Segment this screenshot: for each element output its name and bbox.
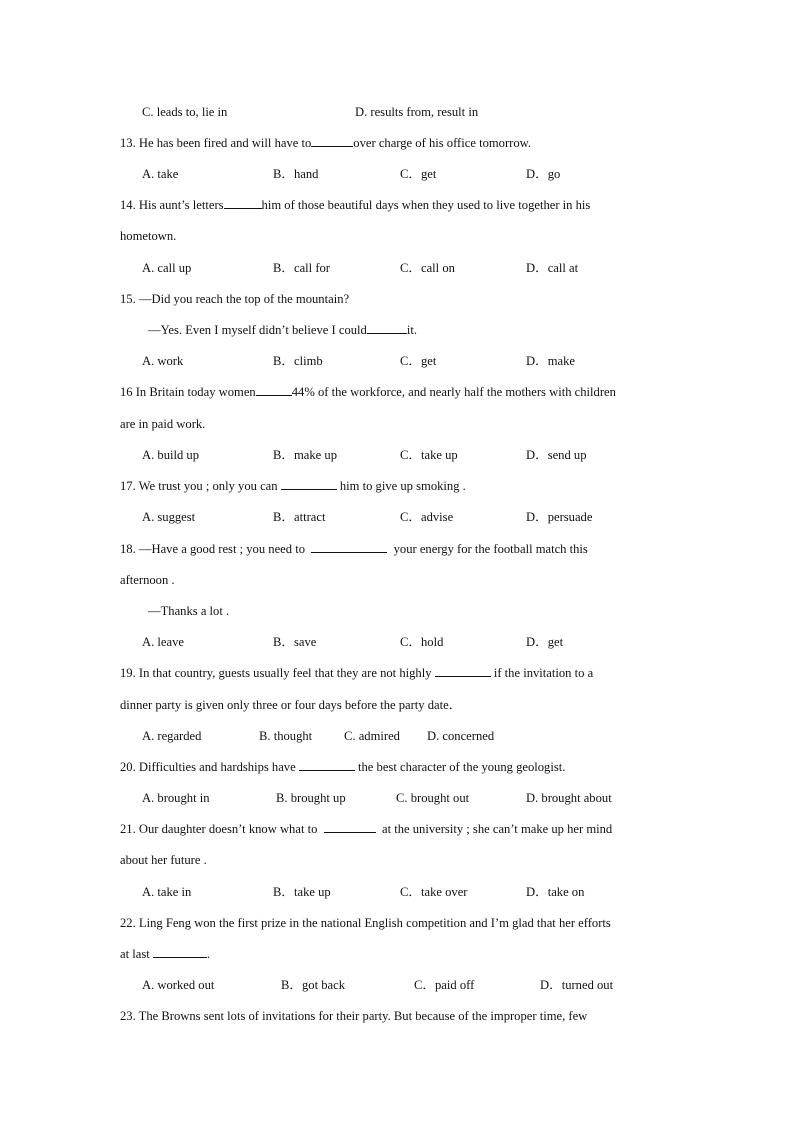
q19-blank[interactable]: [435, 665, 491, 677]
q18-reply: —Thanks a lot .: [148, 604, 230, 618]
q19-option-a[interactable]: A. regarded: [142, 729, 202, 743]
q17-option-a[interactable]: A. suggest: [142, 510, 196, 524]
q16-stem: [120, 384, 676, 400]
q21-text-after: at the university ; she can’t make up her mind: [381, 822, 613, 836]
q17-option-c[interactable]: C．advise: [400, 510, 454, 524]
q19-option-b[interactable]: B. thought: [259, 729, 313, 743]
q20-text-after: the best character of the young geologist.: [358, 760, 566, 774]
q22-option-b[interactable]: B．got back: [281, 978, 346, 992]
q14-option-d[interactable]: D．call at: [526, 261, 579, 275]
q15-option-b[interactable]: B．climb: [273, 354, 323, 368]
q13-option-c[interactable]: C．get: [400, 167, 437, 181]
q18-text-after: your energy for the football match this: [393, 542, 588, 556]
q20-option-d[interactable]: D. brought about: [526, 791, 612, 805]
q22-option-a[interactable]: A. worked out: [142, 978, 215, 992]
q12-option-c[interactable]: C. leads to, lie in: [142, 105, 228, 119]
q14-blank[interactable]: [224, 197, 262, 209]
q21-text-before: 21. Our daughter doesn’t know what to: [120, 822, 318, 836]
q19-option-c[interactable]: C. admired: [344, 729, 400, 743]
q19-text-before: 19. In that country, guests usually feel that they are not highly: [120, 666, 432, 680]
q14-stem-line2: hometown.: [120, 229, 177, 243]
q17-stem: [120, 478, 676, 494]
q18-stem: [120, 541, 676, 557]
q22-blank[interactable]: [153, 946, 207, 958]
q13-option-d[interactable]: D．go: [526, 167, 561, 181]
q17-option-d[interactable]: D．persuade: [526, 510, 593, 524]
q14-text-before: 14. His aunt’s letters: [120, 198, 224, 212]
q16-text-before: 16 In Britain today women: [120, 385, 256, 399]
q16-option-a[interactable]: A. build up: [142, 448, 200, 462]
q18-option-a[interactable]: A. leave: [142, 635, 184, 649]
q20-blank[interactable]: [299, 759, 355, 771]
q18-blank[interactable]: [311, 541, 387, 553]
q18-stem-line2: afternoon .: [120, 573, 175, 587]
q22-stem: 22. Ling Feng won the first prize in the national English competition and I’m glad that her efforts: [120, 916, 611, 930]
q14-option-b[interactable]: B．call for: [273, 261, 331, 275]
q21-option-a[interactable]: A. take in: [142, 885, 192, 899]
q16-stem-line2: are in paid work.: [120, 417, 206, 431]
q20-text-before: 20. Difficulties and hardships have: [120, 760, 296, 774]
q13-text-before: 13. He has been fired and will have to: [120, 136, 312, 150]
q21-option-d[interactable]: D．take on: [526, 885, 585, 899]
q20-option-c[interactable]: C. brought out: [396, 791, 470, 805]
q21-stem-line2: about her future .: [120, 853, 207, 867]
q15-reply: [148, 322, 678, 338]
q19-option-d[interactable]: D. concerned: [427, 729, 495, 743]
q17-text-before: 17. We trust you ; only you can: [120, 479, 278, 493]
q13-option-b[interactable]: B．hand: [273, 167, 319, 181]
q16-option-c[interactable]: C．take up: [400, 448, 458, 462]
q16-blank[interactable]: [256, 384, 292, 396]
q13-stem: [120, 135, 676, 151]
q21-stem: [120, 821, 676, 837]
q18-text-before: 18. —Have a good rest ; you need to: [120, 542, 306, 556]
q21-option-b[interactable]: B．take up: [273, 885, 331, 899]
q15-blank[interactable]: [367, 322, 407, 334]
q21-blank[interactable]: [324, 821, 376, 833]
q16-option-b[interactable]: B．make up: [273, 448, 338, 462]
q15-option-c[interactable]: C．get: [400, 354, 437, 368]
q18-option-d[interactable]: D．get: [526, 635, 564, 649]
q22-option-d[interactable]: D．turned out: [540, 978, 614, 992]
q19-stem-line2: dinner party is given only three or four days before the party date．: [120, 698, 462, 712]
q15-option-d[interactable]: D．make: [526, 354, 575, 368]
q21-option-c[interactable]: C．take over: [400, 885, 468, 899]
q18-option-c[interactable]: C．hold: [400, 635, 444, 649]
q14-text-after: him of those beautiful days when they used to live together in his: [261, 198, 591, 212]
q19-stem: [120, 665, 676, 681]
q12-option-d[interactable]: D. results from, result in: [355, 105, 479, 119]
q14-option-a[interactable]: A. call up: [142, 261, 192, 275]
q15-option-a[interactable]: A. work: [142, 354, 184, 368]
q17-option-b[interactable]: B．attract: [273, 510, 326, 524]
q19-text-after: if the invitation to a: [493, 666, 594, 680]
q22-text-after: .: [206, 947, 211, 961]
q22-text-before: at last: [120, 947, 150, 961]
q22-stem-line2: [120, 946, 676, 962]
q15-stem: 15. —Did you reach the top of the mountain?: [120, 292, 350, 306]
q16-option-d[interactable]: D．send up: [526, 448, 587, 462]
q14-stem: [120, 197, 676, 213]
q20-option-a[interactable]: A. brought in: [142, 791, 210, 805]
q13-option-a[interactable]: A. take: [142, 167, 179, 181]
q18-option-b[interactable]: B．save: [273, 635, 317, 649]
q20-stem: [120, 759, 676, 775]
q15-text-after: it.: [406, 323, 417, 337]
q15-text-before: —Yes. Even I myself didn’t believe I could: [148, 323, 367, 337]
q17-text-after: him to give up smoking .: [339, 479, 466, 493]
q17-blank[interactable]: [281, 478, 337, 490]
q14-option-c[interactable]: C．call on: [400, 261, 455, 275]
q13-blank[interactable]: [311, 135, 353, 147]
q20-option-b[interactable]: B. brought up: [276, 791, 346, 805]
q13-text-after: over charge of his office tomorrow.: [353, 136, 532, 150]
q23-stem: 23. The Browns sent lots of invitations for their party. But because of the improper time, few: [120, 1009, 588, 1023]
q16-text-after: 44% of the workforce, and nearly half the mothers with children: [291, 385, 616, 399]
q22-option-c[interactable]: C．paid off: [414, 978, 475, 992]
